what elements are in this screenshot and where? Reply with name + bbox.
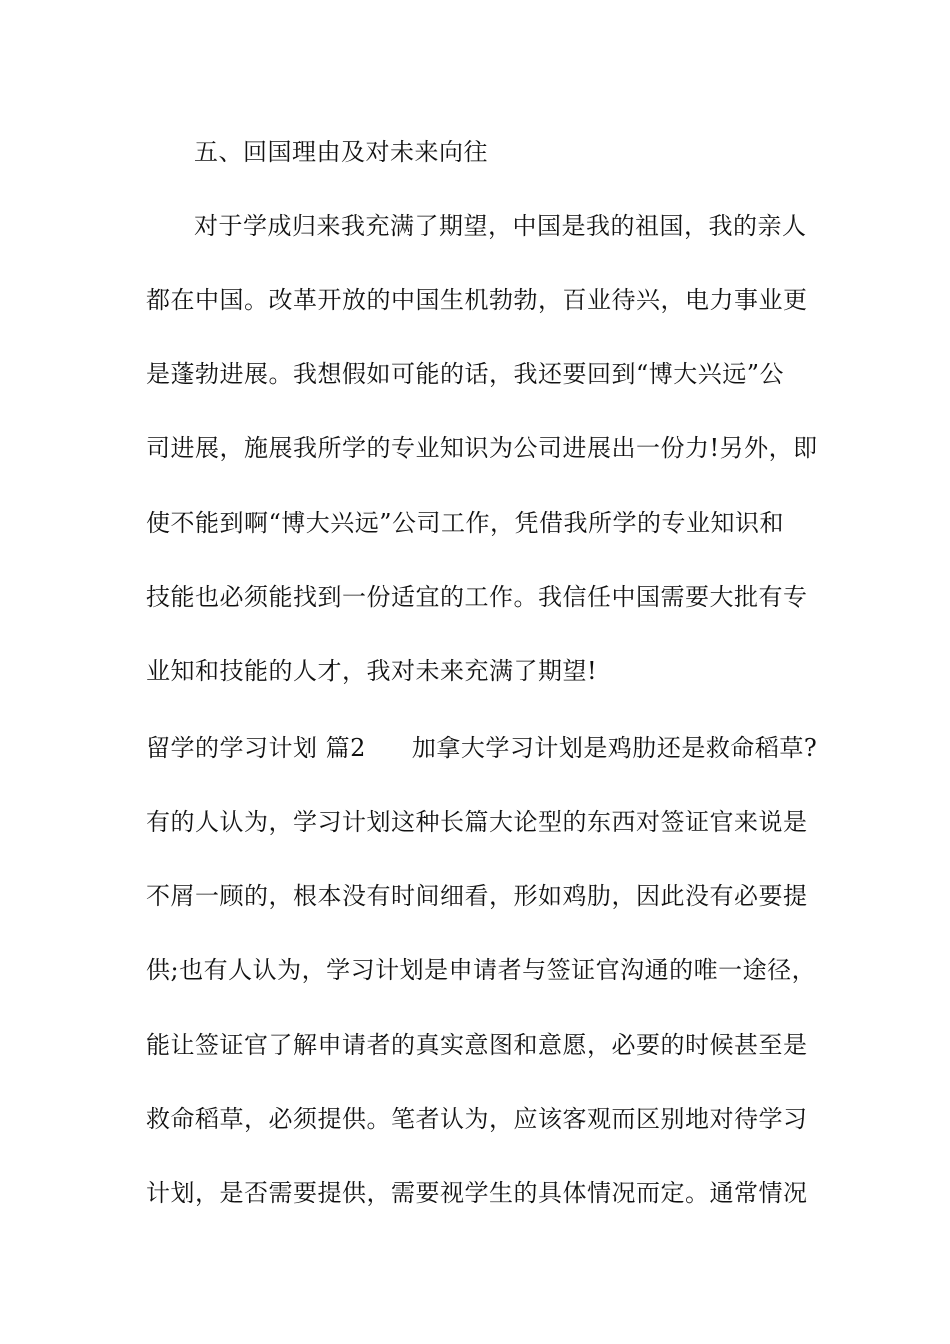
paragraph-line: 是蓬勃进展。我想假如可能的话，我还要回到“博大兴远”公 [146,360,785,388]
section-heading: 五、回国理由及对未来向往 [194,138,488,166]
paragraph-line: 司进展，施展我所学的专业知识为公司进展出一份力!另外，即 [146,434,818,462]
paragraph-line: 都在中国。改革开放的中国生机勃勃，百业待兴，电力事业更 [146,286,808,314]
paragraph-line: 业知和技能的人才，我对未来充满了期望! [146,657,598,685]
paragraph-line: 不屑一顾的，根本没有时间细看，形如鸡肋，因此没有必要提 [146,882,808,910]
article-subtitle: 加拿大学习计划是鸡肋还是救命稻草? [411,734,818,762]
paragraph-line: 能让签证官了解申请者的真实意图和意愿，必要的时候甚至是 [146,1031,808,1059]
paragraph-line: 计划，是否需要提供，需要视学生的具体情况而定。通常情况 [146,1179,808,1207]
paragraph-line: 供;也有人认为，学习计划是申请者与签证官沟通的唯一途径， [146,956,817,984]
paragraph-line: 使不能到啊“博大兴远”公司工作，凭借我所学的专业知识和 [146,509,785,537]
paragraph-line: 技能也必须能找到一份适宜的工作。我信任中国需要大批有专 [146,583,808,611]
paragraph-line: 救命稻草，必须提供。笔者认为，应该客观而区别地对待学习 [146,1105,808,1133]
article-title-row [146,733,817,763]
paragraph-line: 对于学成归来我充满了期望，中国是我的祖国，我的亲人 [194,212,807,240]
paragraph-line: 有的人认为，学习计划这种长篇大论型的东西对签证官来说是 [146,808,808,836]
article-title: 留学的学习计划 篇2 [146,734,366,762]
